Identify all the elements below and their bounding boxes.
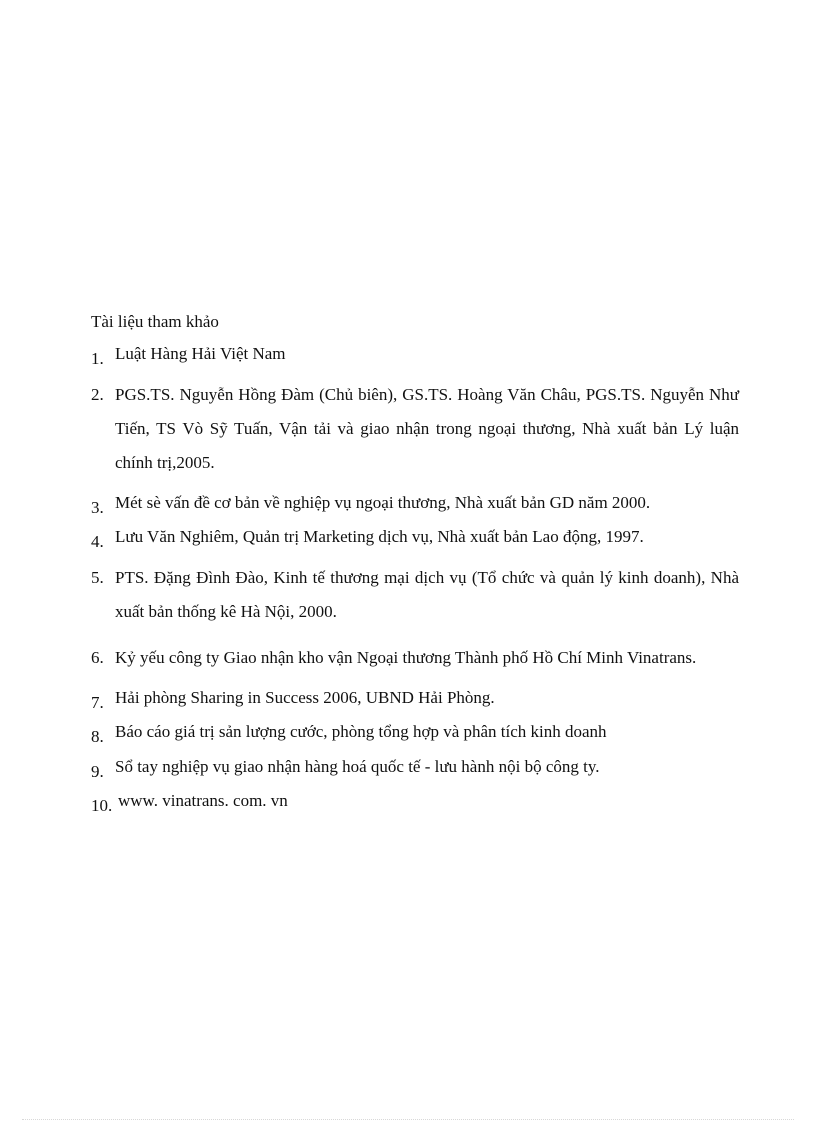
reference-item	[0, 378, 816, 480]
reference-item	[0, 492, 816, 517]
reference-number: 7.	[91, 692, 104, 712]
reference-text: www. vinatrans. com. vn	[118, 791, 288, 810]
reference-item	[0, 721, 816, 746]
reference-number: 1.	[91, 349, 104, 368]
reference-text: Mét sè vấn đề cơ bản về nghiệp vụ ngoại thương, Nhà xuất bản GD năm 2000.	[115, 492, 651, 512]
reference-text: Lưu Văn Nghiêm, Quản trị Marketing dịch vụ, Nhà xuất bản Lao động, 1997.	[115, 527, 644, 546]
reference-item	[0, 343, 816, 368]
references-list	[0, 343, 816, 825]
reference-item	[0, 687, 816, 712]
reference-number: 6.	[91, 647, 104, 667]
reference-text: Luật Hàng Hải Việt Nam	[115, 344, 286, 363]
references-heading: Tài liệu tham khảo	[91, 312, 219, 331]
reference-number: 5.	[91, 567, 104, 587]
reference-item	[0, 526, 816, 551]
reference-text: Sổ tay nghiệp vụ giao nhận hàng hoá quốc tế - lưu hành nội bộ công ty.	[115, 756, 600, 776]
reference-number: 4.	[91, 532, 104, 551]
reference-text: PGS.TS. Nguyễn Hồng Đàm (Chủ biên), GS.TS. Hoàng Văn Châu, PGS.TS. Nguyễn Như Tiến, TS Vò Sỹ Tuấn, Vận tải và giao nhận trong ngoại thương, Nhà xuất bản Lý luận chính trị,2005.	[115, 384, 739, 472]
reference-text: Báo cáo giá trị sản lượng cước, phòng tổng hợp và phân tích kinh doanh	[115, 722, 607, 741]
reference-item	[0, 790, 816, 815]
reference-item	[0, 756, 816, 781]
reference-number: 2.	[91, 384, 104, 404]
page-bottom-border	[22, 1119, 794, 1120]
reference-item	[0, 641, 816, 675]
reference-number: 3.	[91, 497, 104, 517]
reference-text: Hải phòng Sharing in Success 2006, UBND Hải Phòng.	[115, 687, 495, 707]
reference-text: PTS. Đặng Đình Đào, Kinh tế thương mại dịch vụ (Tổ chức và quản lý kinh doanh), Nhà xuất bản thống kê Hà Nội, 2000.	[115, 567, 739, 621]
reference-number: 9.	[91, 761, 104, 781]
reference-number: 10.	[91, 796, 113, 815]
reference-item	[0, 561, 816, 629]
reference-number: 8.	[91, 727, 104, 746]
reference-text: Kỷ yếu công ty Giao nhận kho vận Ngoại thương Thành phố Hồ Chí Minh Vinatrans.	[115, 647, 697, 667]
